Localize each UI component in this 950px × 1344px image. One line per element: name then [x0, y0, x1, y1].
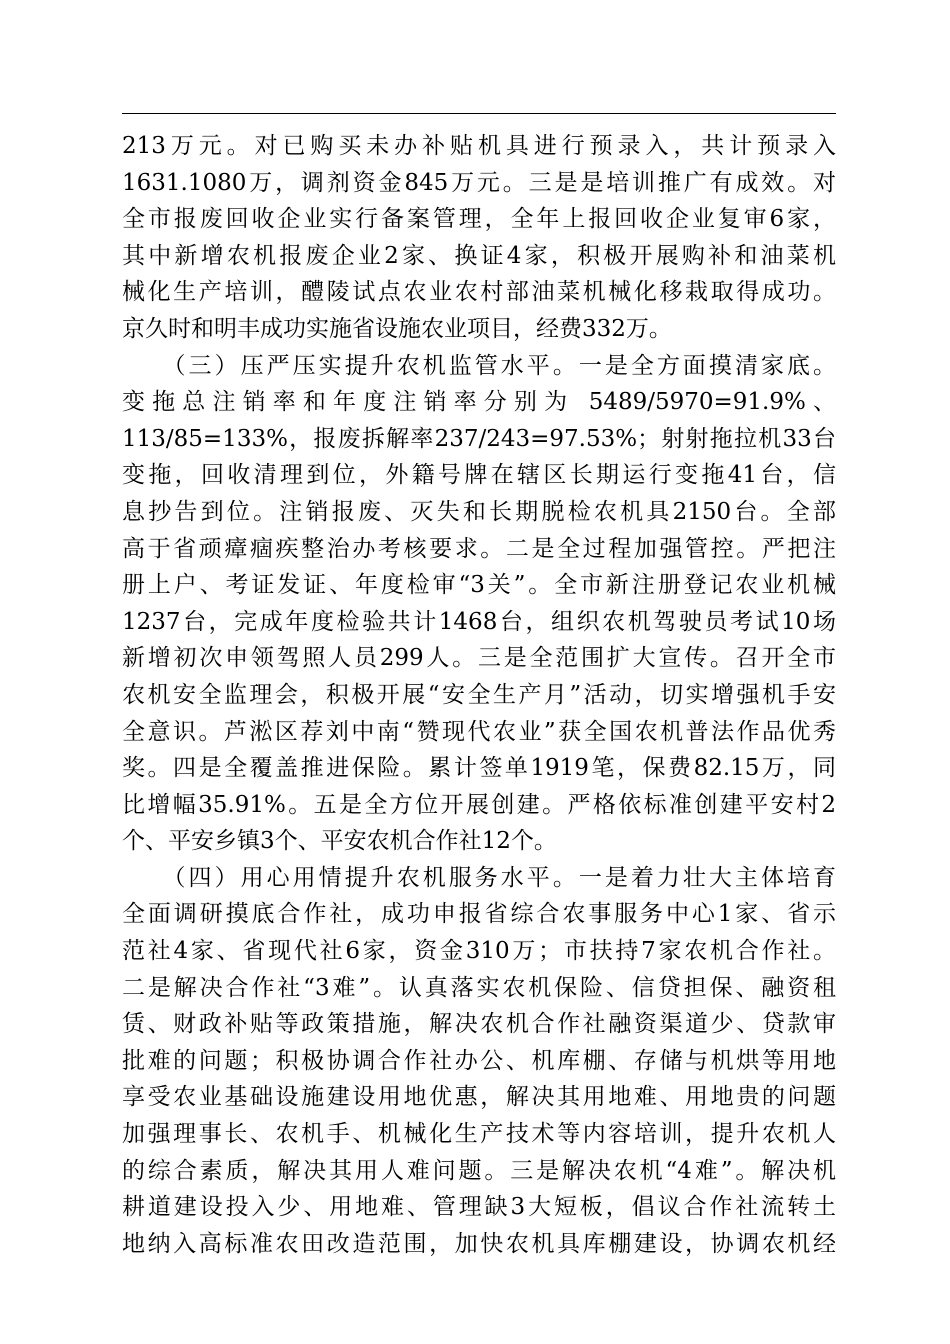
text-line: 范社4家、省现代社6家，资金310万；市扶持7家农机合作社。: [122, 938, 836, 965]
text-line: 农机安全监理会，积极开展“安全生产月”活动，切实增强机手安: [122, 681, 836, 708]
text-line: 个、平安乡镇3个、平安农机合作社12个。: [122, 828, 557, 855]
document-body: [122, 128, 836, 1262]
text-line: 加强理事长、农机手、机械化生产技术等内容培训，提升农机人: [122, 1121, 836, 1148]
text-line: 奖。四是全覆盖推进保险。累计签单1919笔，保费82.15万，同: [122, 755, 836, 782]
text-line: 耕道建设投入少、用地难、管理缺3大短板，倡议合作社流转土: [122, 1194, 836, 1221]
text-line: 械化生产培训，醴陵试点农业农村部油菜机械化移栽取得成功。: [122, 279, 836, 306]
text-line: 赁、财政补贴等政策措施，解决农机合作社融资渠道少、贷款审: [122, 1011, 836, 1038]
text-line: 批难的问题；积极协调合作社办公、机库棚、存储与机烘等用地: [122, 1047, 836, 1074]
text-line: 新增初次申领驾照人员299人。三是全范围扩大宣传。召开全市: [122, 645, 836, 672]
text-line: 息抄告到位。注销报废、灭失和长期脱检农机具2150台。全部: [122, 498, 836, 525]
text-line: 的综合素质，解决其用人难问题。三是解决农机“4难”。解决机: [122, 1157, 836, 1184]
text-line: 地纳入高标准农田改造范围，加快农机具库棚建设，协调农机经: [122, 1230, 836, 1257]
text-line: 册上户、考证发证、年度检审“3关”。全市新注册登记农业机械: [122, 572, 836, 599]
text-line: 二是解决合作社“3难”。认真落实农机保险、信贷担保、融资租: [122, 974, 836, 1001]
text-line: 1237台，完成年度检验共计1468台，组织农机驾驶员考试10场: [122, 608, 836, 635]
text-line: 享受农业基础设施建设用地优惠，解决其用地难、用地贵的问题: [122, 1084, 836, 1111]
text-line: 变拖，回收清理到位，外籍号牌在辖区长期运行变拖41台，信: [122, 462, 836, 489]
section-heading-line: （三）压严压实提升农机监管水平。一是全方面摸清家底。: [122, 352, 836, 379]
text-line: 全意识。芦淞区荐刘中南“赞现代农业”获全国农机普法作品优秀: [122, 718, 836, 745]
text-line: 比增幅35.91%。五是全方位开展创建。严格依标准创建平安村2: [122, 791, 836, 818]
text-line: 变拖总注销率和年度注销率分别为 5489/5970=91.9%、: [122, 389, 836, 416]
text-line: 1631.1080万，调剂资金845万元。三是是培训推广有成效。对: [122, 169, 836, 196]
text-line: 全市报废回收企业实行备案管理，全年上报回收企业复审6家，: [122, 206, 836, 233]
text-line: 京久时和明丰成功实施省设施农业项目，经费332万。: [122, 315, 672, 342]
header-rule: [122, 113, 836, 114]
text-line: 全面调研摸底合作社，成功申报省综合农事服务中心1家、省示: [122, 901, 836, 928]
text-line: 113/85=133%，报废拆解率237/243=97.53%；射射拖拉机33台: [122, 425, 836, 452]
section-heading-line: （四）用心用情提升农机服务水平。一是着力壮大主体培育: [122, 864, 836, 891]
text-line: 其中新增农机报废企业2家、换证4家，积极开展购补和油菜机: [122, 242, 836, 269]
text-line: 高于省顽瘴痼疾整治办考核要求。二是全过程加强管控。严把注: [122, 535, 836, 562]
text-line: 213万元。对已购买未办补贴机具进行预录入，共计预录入: [122, 133, 836, 159]
